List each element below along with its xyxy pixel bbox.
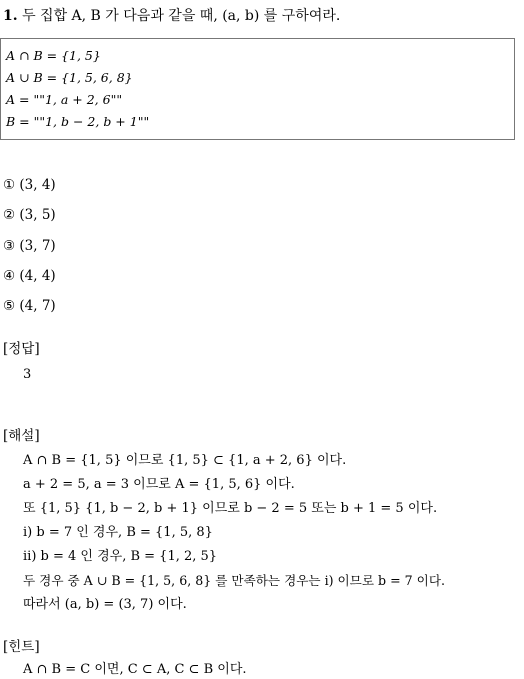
choice-1[interactable]: ① (3, 4) <box>3 177 56 193</box>
given-box <box>0 38 515 140</box>
hint-text: A ∩ B = C 이면, C ⊂ A, C ⊂ B 이다. <box>23 662 247 677</box>
solution-label: [해설] <box>3 428 40 444</box>
choice-4[interactable]: ④ (4, 4) <box>3 268 56 284</box>
solution-line-3: 또 {1, 5} {1, b − 2, b + 1} 이므로 b − 2 = 5 또는 b + 1 = 5 이다. <box>23 501 438 516</box>
solution-line-1: A ∩ B = {1, 5} 이므로 {1, 5} ⊂ {1, a + 2, 6} 이다. <box>23 453 347 468</box>
choice-3[interactable]: ③ (3, 7) <box>3 238 56 254</box>
solution-line-2: a + 2 = 5, a = 3 이므로 A = {1, 5, 6} 이다. <box>23 477 295 492</box>
given-line-2: A ∪ B = {1, 5, 6, 8} <box>6 70 133 85</box>
choice-2[interactable]: ② (3, 5) <box>3 207 56 223</box>
choice-5[interactable]: ⑤ (4, 7) <box>3 298 56 314</box>
solution-line-5: ⅱ) b = 4 인 경우, B = {1, 2, 5} <box>23 549 218 564</box>
given-line-3: A = ""1, a + 2, 6"" <box>6 92 123 107</box>
solution-line-6: 두 경우 중 A ∪ B = {1, 5, 6, 8} 를 만족하는 경우는 ⅰ) 이므로 b = 7 이다. <box>23 573 445 588</box>
answer-value: 3 <box>23 367 32 382</box>
question-line <box>3 8 340 24</box>
solution-line-7: 따라서 (a, b) = (3, 7) 이다. <box>23 597 187 612</box>
question-number: 1. <box>3 8 18 24</box>
question-text: 두 집합 A, B 가 다음과 같을 때, (a, b) 를 구하여라. <box>22 8 341 24</box>
given-line-4: B = ""1, b − 2, b + 1"" <box>6 114 150 129</box>
given-line-1: A ∩ B = {1, 5} <box>6 48 101 63</box>
solution-line-4: ⅰ) b = 7 인 경우, B = {1, 5, 8} <box>23 525 213 540</box>
answer-label: [정답] <box>3 341 40 357</box>
hint-label: [힌트] <box>3 639 40 655</box>
